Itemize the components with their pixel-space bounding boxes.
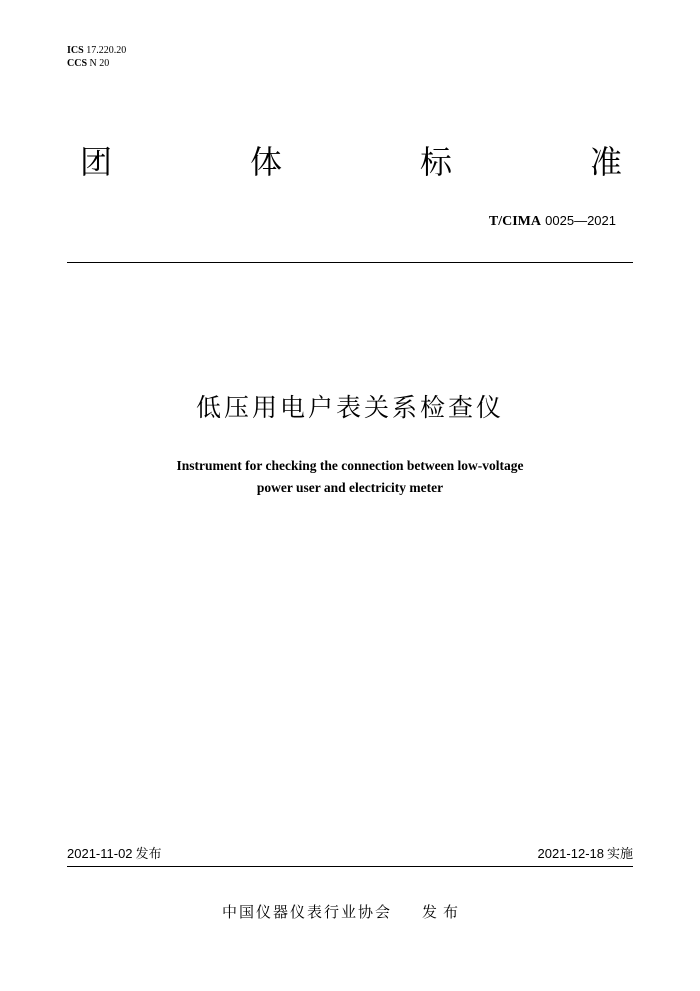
implementation-date [537,845,633,864]
implementation-date-label: 实施 [606,847,633,862]
classification-codes [67,44,126,70]
ics-code [67,44,126,57]
standard-number-value: 0025—2021 [545,213,616,228]
standard-type-char: 准 [589,143,622,181]
release-date-label: 发布 [135,847,162,862]
ccs-value: N 20 [89,58,110,69]
ics-value: 17.220.20 [86,45,127,56]
english-title-line-2: power user and electricity meter [256,480,444,495]
implementation-date-value: 2021-12-18 [537,846,604,861]
ics-label: ICS [67,45,84,56]
publisher-organization: 中国仪器仪表行业协会 [222,903,393,921]
standard-number-prefix: T/CIMA [488,214,542,229]
standard-type-char: 团 [80,143,113,181]
standard-type-char: 标 [419,143,452,181]
chinese-title: 低压用电户表关系检查仪 [195,393,504,422]
release-date [67,845,162,864]
publisher-action: 发布 [422,903,465,921]
bottom-divider [67,866,633,867]
ccs-code [67,57,126,70]
standard-type-char: 体 [249,143,282,181]
ccs-label: CCS [67,58,88,69]
standard-type-heading [80,140,622,184]
top-divider [67,262,633,263]
standard-number [489,212,616,231]
release-date-value: 2021-11-02 [67,846,133,861]
publisher-line [222,901,464,923]
english-title [0,455,700,499]
english-title-line-1: Instrument for checking the connection between low-voltage [176,458,524,473]
